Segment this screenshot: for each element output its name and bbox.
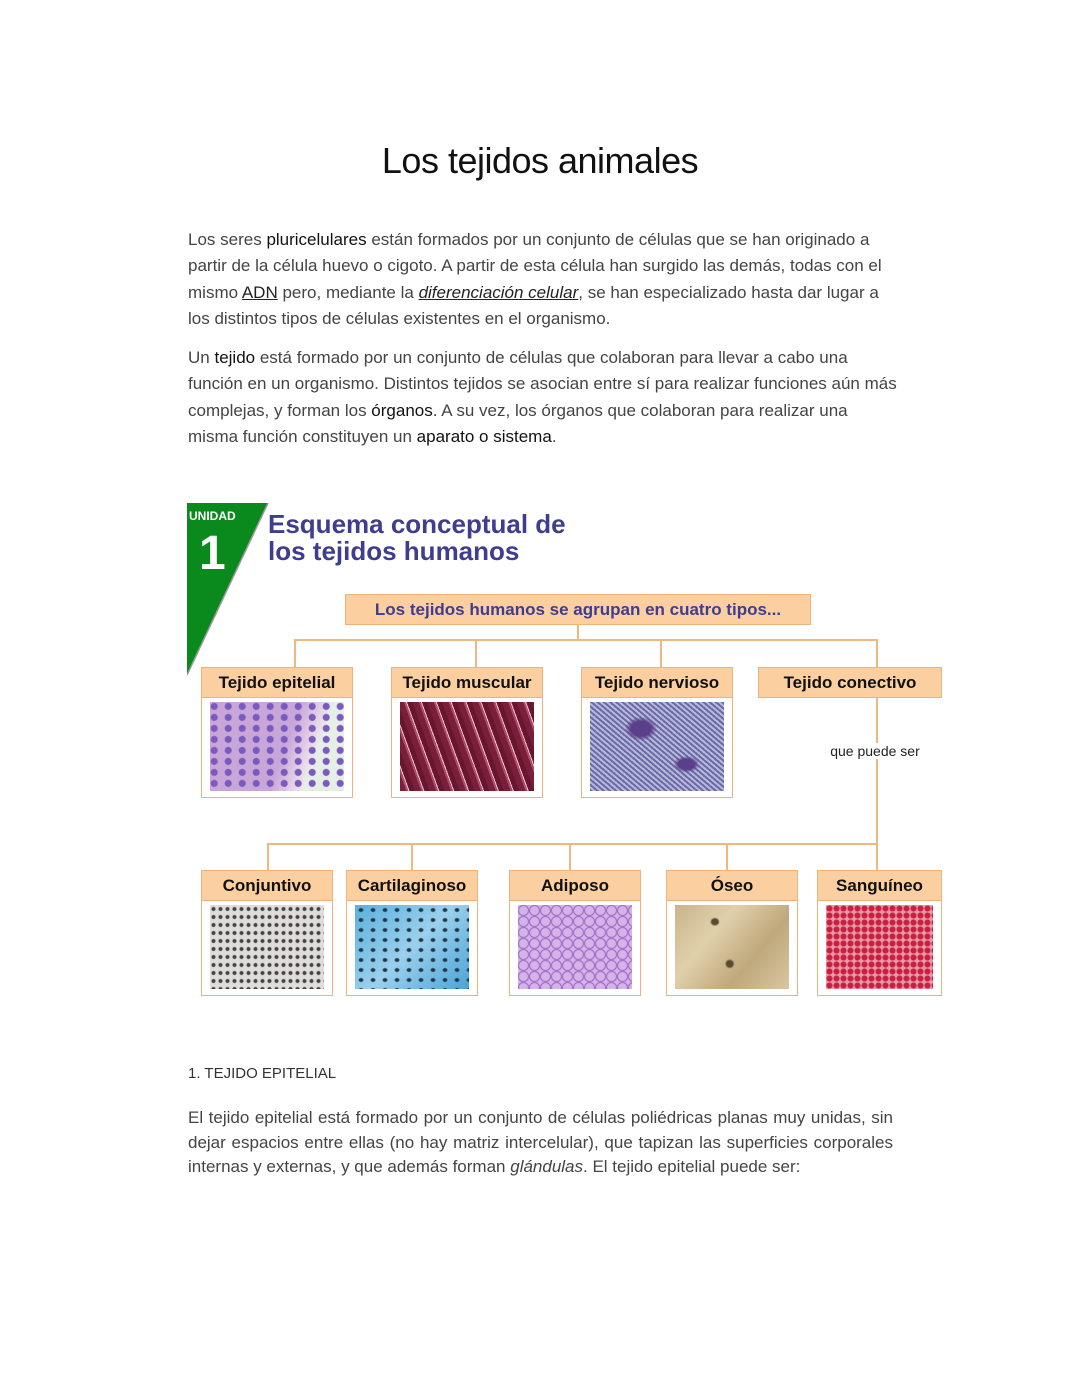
bold-term: órganos — [371, 400, 433, 420]
subtype-label: Conjuntivo — [202, 871, 332, 901]
connector — [577, 624, 579, 640]
muscle-tissue-image — [400, 702, 534, 791]
text: . A su vez, los órganos que colaboran para realizar una misma función constituyen un — [188, 400, 848, 446]
connector — [267, 843, 878, 845]
type-nervioso — [581, 667, 733, 798]
subtype-label: Adiposo — [510, 871, 640, 901]
connector — [660, 639, 662, 667]
connective-tissue-image — [210, 905, 324, 989]
underlined-term: ADN — [241, 282, 278, 302]
connector — [876, 697, 878, 844]
text: . El tejido epitelial puede ser: — [583, 1157, 801, 1176]
unit-label: UNIDAD — [189, 509, 236, 523]
root-label: Los tejidos humanos se agrupan en cuatro tipos... — [345, 594, 811, 625]
text: Los seres — [188, 230, 267, 249]
subtype-conjuntivo — [201, 870, 333, 996]
subtype-label: Sanguíneo — [818, 871, 941, 901]
connector — [569, 843, 571, 870]
text: están formados por un conjunto de células que se han originado a partir de la célula huevo o cigoto. A partir de esta célula han surgido las demás, todas con el mismo — [188, 230, 882, 302]
connector — [876, 639, 878, 667]
subtype-cartilaginoso — [346, 870, 478, 996]
italic-underlined-term: diferenciación celular — [418, 282, 579, 302]
subtype-sanguineo — [817, 870, 942, 996]
connector — [267, 843, 269, 870]
connector — [876, 843, 878, 870]
connector — [294, 639, 877, 641]
text: está formado por un conjunto de células que colaboran para llevar a cabo una función en un organismo. Distintos tejidos se asocian entre sí para realizar funciones aún más complejas, y forman los — [188, 348, 897, 420]
cartilage-tissue-image — [355, 905, 469, 989]
section-heading: 1. TEJIDO EPITELIAL — [188, 1065, 337, 1082]
epithelial-tissue-image — [210, 702, 344, 791]
subtype-adiposo — [509, 870, 641, 996]
diagram-title-line: Esquema conceptual de — [268, 509, 566, 539]
type-epitelial — [201, 667, 353, 798]
nerve-tissue-image — [590, 702, 724, 791]
subtype-label: Cartilaginoso — [347, 871, 477, 901]
bold-term: aparato o sistema — [416, 426, 552, 446]
connector-label: que puede ser — [815, 743, 935, 759]
type-muscular — [391, 667, 543, 798]
text: , se han especializado hasta dar lugar a los distintos tipos de células existentes en el organismo. — [188, 282, 879, 328]
type-label: Tejido epitelial — [202, 668, 352, 698]
diagram-title-line: los tejidos humanos — [268, 536, 520, 566]
blood-tissue-image — [826, 905, 933, 989]
type-label: Tejido muscular — [392, 668, 542, 698]
bold-term: tejido — [214, 348, 256, 367]
bone-tissue-image — [675, 905, 789, 989]
bold-term: pluricelulares — [266, 230, 367, 249]
adipose-tissue-image — [518, 905, 632, 989]
type-label: Tejido nervioso — [582, 668, 732, 698]
connector — [411, 843, 413, 870]
subtype-label: Óseo — [667, 871, 797, 901]
text: pero, mediante la — [277, 282, 419, 302]
text: . — [551, 426, 557, 446]
subtype-oseo — [666, 870, 798, 996]
epithelial-paragraph — [188, 1106, 893, 1180]
diagram-title — [268, 511, 566, 565]
type-conectivo — [758, 667, 942, 698]
root-box — [345, 594, 811, 625]
type-label: Tejido conectivo — [758, 667, 942, 698]
unit-number: 1 — [199, 527, 226, 580]
page-title: Los tejidos animales — [381, 140, 699, 181]
connector — [726, 843, 728, 870]
text: El tejido epitelial está formado por un conjunto de células poliédricas planas muy unidas, sin dejar espacios entre ellas (no hay matriz intercelular), que tapizan las superficies corporales internas y externas, y que además forman — [188, 1108, 893, 1176]
connector — [475, 639, 477, 667]
italic-term: glándulas — [510, 1157, 584, 1176]
text: Un — [188, 348, 215, 367]
connector — [294, 639, 296, 667]
